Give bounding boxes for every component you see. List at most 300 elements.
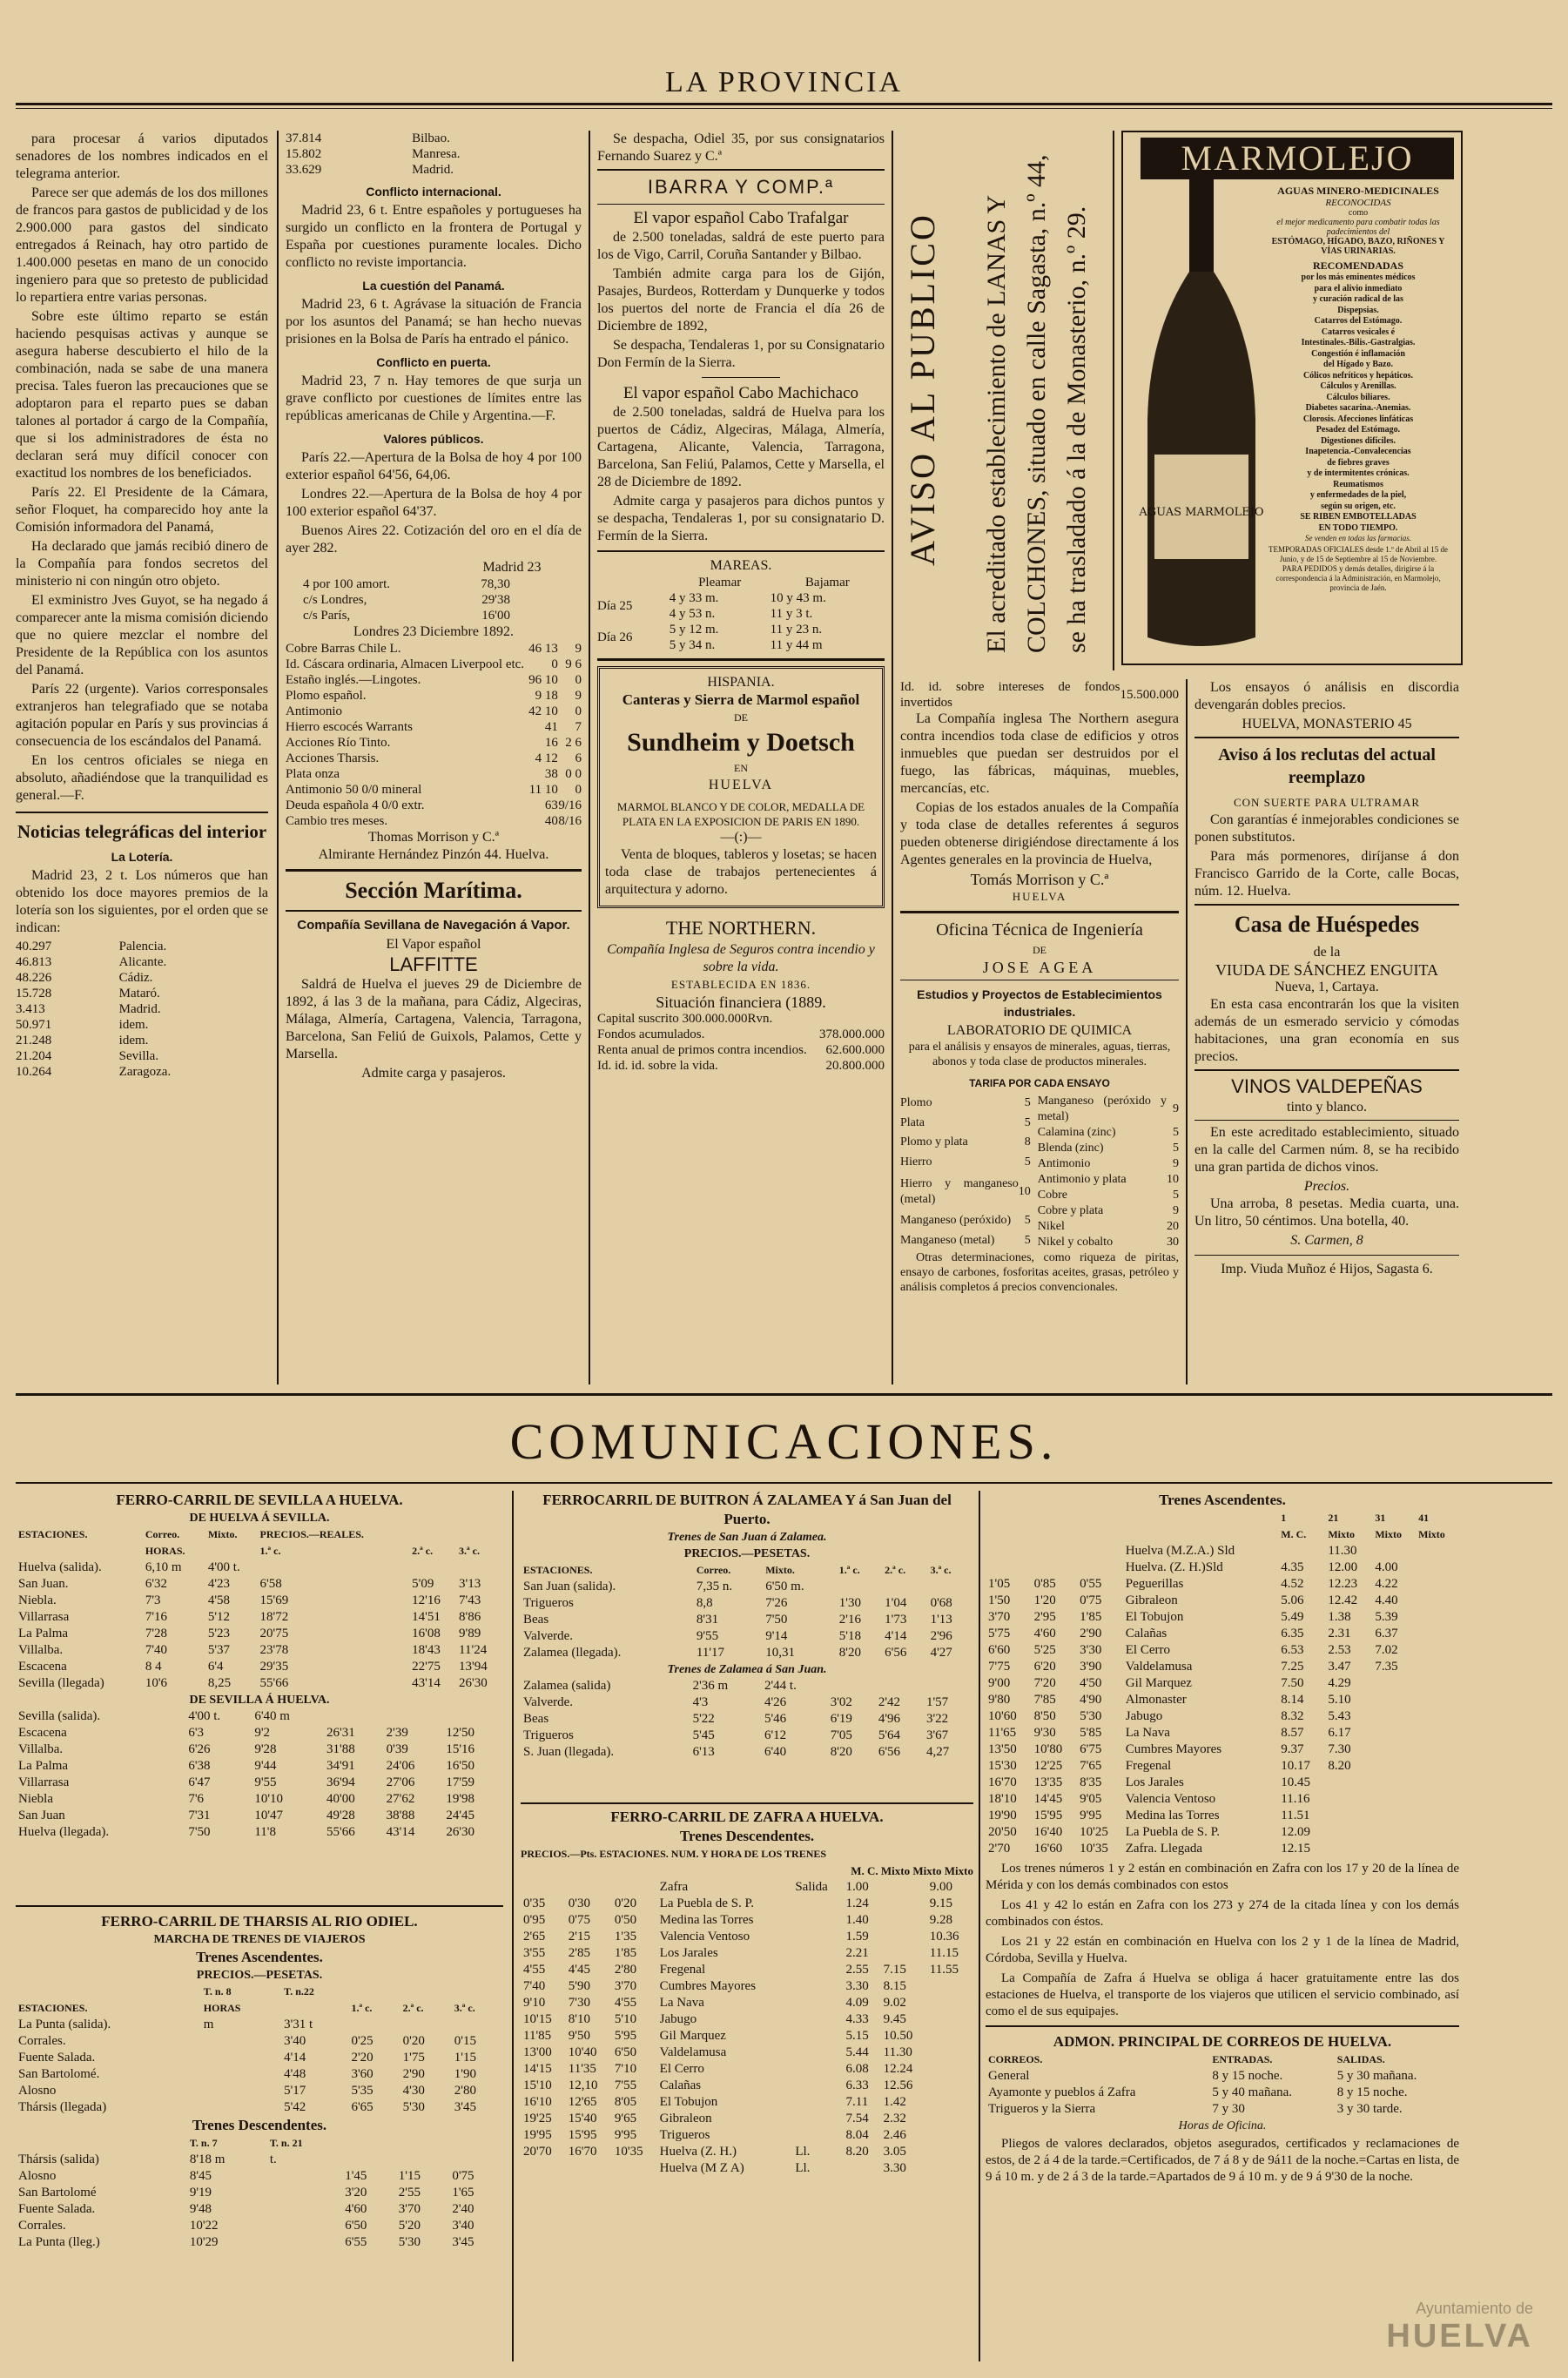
table-cell: 4'23 — [207, 1577, 231, 1591]
table-cell — [792, 2078, 843, 2094]
table-cell: Trigueros y la Sierra — [988, 2102, 1096, 2116]
table-cell: 4.33 — [845, 2012, 869, 2026]
table-row — [1038, 1188, 1179, 1203]
table-row — [16, 970, 268, 986]
table-cell: 5'35 — [351, 2084, 373, 2098]
table-cell: 16'08 — [412, 1627, 441, 1640]
table-row — [521, 1995, 973, 2011]
table-cell: 5.49 — [1281, 1610, 1304, 1624]
table-row — [286, 798, 582, 813]
table-row — [986, 1593, 1459, 1609]
paragraph: Madrid 23, 6 t. Agrávase la situación de Francia por los asuntos del Panamá; se han hecho nuevas prisiones en la Bolsa de París ha entrado el pánico. — [286, 297, 582, 347]
table-cell: 11.51 — [1281, 1809, 1310, 1822]
table-cell — [1372, 1741, 1416, 1758]
table-cell: 63 — [544, 798, 558, 812]
table-cell: 8'50 — [1033, 1709, 1056, 1723]
table-cell — [1077, 1543, 1123, 1560]
table-cell — [1372, 1725, 1416, 1741]
horas-label: Horas de Oficina. — [1178, 2119, 1267, 2132]
table-cell — [267, 2185, 342, 2201]
table-cell: 8.20 — [1328, 1759, 1351, 1773]
table-cell: 8'10 — [568, 2012, 590, 2026]
table-cell: 7'28 — [145, 1627, 168, 1640]
table-cell: Sevilla (llegada) — [18, 1676, 104, 1690]
sundheim-title: Sundheim y Doetsch — [627, 728, 855, 757]
table-cell: 4'00 t. — [188, 1709, 221, 1723]
table-cell: c/s París, — [303, 609, 351, 623]
table-row — [16, 1593, 503, 1609]
table-cell: Medina las Torres — [1125, 1809, 1220, 1822]
table-cell: 3'30 — [1080, 1643, 1102, 1657]
table-cell: Cobre — [1037, 1189, 1067, 1202]
table-cell: 6'50 — [614, 2045, 637, 2059]
table-cell: 4'55 — [614, 1996, 637, 2010]
table-cell — [882, 1579, 927, 1595]
table-cell: 8'35 — [1080, 1775, 1102, 1789]
table-cell: 11'17 — [696, 1646, 725, 1660]
tinto-label: tinto y blanco. — [1287, 1100, 1367, 1115]
table-cell: 1.40 — [845, 1913, 869, 1927]
table-cell: 3'45 — [454, 2100, 476, 2114]
table-cell: 2'80 — [614, 1963, 637, 1977]
table-cell — [443, 1708, 503, 1725]
table-cell — [792, 2094, 843, 2111]
table-cell: 2'39 — [386, 1726, 408, 1740]
paragraph: Copias de los estados anuales de la Compañía y toda clase de detalles referentes á seguros pueden obtenerse dirigiéndose directamente á los Agentes generales en la provincia de Huelva, — [900, 800, 1179, 867]
ailment-line: Cálculos biliares. — [1326, 392, 1390, 402]
table-cell: 5'09 — [412, 1577, 434, 1591]
table-cell: 2'15 — [568, 1930, 590, 1943]
section-rule — [16, 1482, 1552, 1484]
paragraph: En los centros oficiales se niega en absoluto, añadiéndose que la tranquilidad es general.—F. — [16, 753, 268, 803]
table-cell: 4.00 — [1375, 1560, 1398, 1574]
table-cell: S. Juan (llegada). — [523, 1745, 615, 1759]
table-cell — [927, 2094, 973, 2111]
table-cell: m — [203, 2018, 214, 2031]
table-cell: Villalba. — [18, 1643, 64, 1657]
header-cell: T. n. 7 — [189, 2137, 218, 2149]
table-cell: 6'3 — [188, 1726, 205, 1740]
paragraph: Admite carga y pasajeros. — [361, 1066, 506, 1081]
table-cell: 8 4 — [145, 1660, 162, 1674]
table-cell: 6'55 — [345, 2235, 367, 2249]
watermark-line: HUELVA — [1386, 2318, 1533, 2354]
newspaper-name: LA PROVINCIA — [664, 66, 904, 98]
table-row — [286, 751, 582, 766]
table-cell: 9 18 — [535, 689, 558, 703]
paragraph: También admite carga para los de Gijón, Pasajes, Burdeos, Rotterdam y Dunquerke y todos los puertos del norte de Francia el día 26 de Diciembre de 1892, — [597, 266, 885, 333]
table-cell — [927, 2160, 973, 2177]
table-cell: 15.500.000 — [1120, 688, 1179, 702]
table-cell: 3'60 — [351, 2067, 373, 2081]
table-cell: 13'35 — [1033, 1775, 1063, 1789]
table-cell: 10'15 — [523, 2012, 552, 2026]
table-row — [16, 1775, 503, 1791]
table-cell: 5'85 — [1080, 1726, 1102, 1740]
header-cell: SALIDAS. — [1336, 2053, 1385, 2065]
table-cell — [267, 2218, 342, 2234]
table-cell: Valverde. — [523, 1695, 574, 1709]
table-cell: Id. Cáscara ordinaria, Almacen Liverpool etc. — [286, 657, 525, 671]
table-cell: 3'31 t — [284, 2018, 313, 2031]
table-cell: 9'2 — [254, 1726, 271, 1740]
bottle-icon — [1132, 141, 1271, 655]
table-cell: 50.971 — [16, 1018, 52, 1032]
table-cell: 7.11 — [845, 2095, 869, 2109]
address: Nueva, 1, Cartaya. — [1275, 980, 1379, 994]
table-row — [286, 657, 582, 672]
table-cell: 6'40 m — [254, 1709, 290, 1723]
de-label: DE — [1033, 944, 1046, 956]
table-cell: 0'75 — [1080, 1593, 1102, 1607]
table-cell: 1.38 — [1328, 1610, 1351, 1624]
table-row — [286, 813, 582, 829]
divider — [286, 869, 582, 872]
table-cell — [928, 1579, 973, 1595]
paragraph: Se despacha, Odiel 35, por sus consignatarios Fernando Suarez y C.ª — [597, 131, 885, 164]
table-cell: 7'43 — [459, 1593, 481, 1607]
ailments-list — [1262, 273, 1454, 534]
table-cell: 11'35 — [568, 2062, 596, 2076]
header-cell: Mixto — [1418, 1528, 1445, 1540]
tide-value: 11 y 23 n. — [770, 623, 823, 637]
table-cell: 8,8 — [696, 1596, 713, 1610]
table-cell: Plomo español. — [286, 689, 367, 703]
header-cell: 2.ª c. — [885, 1564, 906, 1576]
table-cell — [409, 1560, 456, 1576]
table-row — [986, 2068, 1459, 2085]
table-row — [286, 641, 582, 657]
table-cell: 15'16 — [446, 1742, 475, 1756]
table-cell: 9'05 — [1080, 1792, 1102, 1806]
table-row — [16, 2083, 503, 2099]
header-cell: ESTACIONES. — [18, 1528, 88, 1540]
table-cell: idem. — [118, 1034, 149, 1048]
header-cell: T. n.22 — [284, 1985, 314, 1997]
paragraph: Saldrá de Huelva el jueves 29 de Diciembre de 1892, á las 3 de la mañana, para Cádiz, Algeciras, Málaga, Almería, Cartagena, Valencia, Tarragona, Barcelona, San Feliú de Guixols, Palamos, Cette y Marsella. — [286, 977, 582, 1061]
ailment-line: y de intermitentes crónicas. — [1307, 468, 1410, 478]
table-row — [986, 1659, 1459, 1675]
estudios-label: Estudios y Proyectos de Establecimientos industriales. — [917, 987, 1162, 1019]
table-cell — [456, 1560, 503, 1576]
table-row — [986, 1543, 1459, 1560]
divider — [286, 910, 582, 912]
timetable-title: FERRO-CARRIL DE SEVILLA A HUELVA. — [116, 1492, 403, 1508]
table-row — [521, 1728, 973, 1744]
table-cell — [881, 1896, 927, 1912]
header-cell: 3.ª c. — [459, 1545, 480, 1557]
table-row — [286, 782, 582, 798]
timetable-subtitle: Trenes Ascendentes. — [196, 1949, 323, 1965]
table-cell — [924, 1678, 973, 1694]
table-cell: Trigueros — [523, 1596, 574, 1610]
casa-heading: Casa de Huéspedes — [1234, 912, 1420, 937]
table-cell: Plomo y plata — [900, 1135, 968, 1149]
table-cell — [792, 2127, 843, 2144]
table-cell: 0 — [575, 704, 582, 718]
table-cell: Huelva (M Z A) — [659, 2161, 744, 2175]
agea-title: JOSE AGEA — [982, 959, 1097, 976]
table-cell: 0 — [551, 657, 558, 671]
header-cell — [16, 2135, 187, 2152]
table-cell: 3'67 — [925, 1728, 949, 1742]
table-cell: Jabugo — [659, 2012, 697, 2026]
table-cell: 4'27 — [930, 1646, 952, 1660]
table-cell: 6'50 m. — [765, 1580, 804, 1593]
table-cell: 7'50 — [765, 1613, 788, 1627]
table-cell: 7'6 — [188, 1792, 205, 1806]
column-4-lower — [900, 679, 1179, 1384]
table-cell: San Juan (salida). — [523, 1580, 616, 1593]
table-cell: Manresa. — [412, 147, 461, 161]
table-row — [521, 1896, 973, 1912]
table-row — [16, 2099, 503, 2116]
table-cell: 2'96 — [930, 1629, 952, 1643]
table-cell — [348, 2017, 400, 2033]
table-cell: 10'80 — [1033, 1742, 1063, 1756]
table-cell — [324, 1708, 384, 1725]
table-cell: 14'45 — [1033, 1792, 1063, 1806]
table-cell: 3.30 — [883, 2161, 906, 2175]
table-cell: Zalamea (salida) — [523, 1679, 611, 1693]
table-row — [900, 1094, 1031, 1114]
table-cell: 8/16 — [558, 814, 582, 828]
table-cell: 4'60 — [345, 2202, 367, 2216]
table-row — [986, 1560, 1459, 1576]
table-row — [1038, 1125, 1179, 1141]
table-cell — [927, 1995, 973, 2011]
column-rule — [589, 131, 590, 1384]
table-row — [16, 2185, 503, 2201]
table-cell: San Bartolomé. — [18, 2067, 100, 2081]
table-row — [16, 1808, 503, 1824]
table-row — [597, 1042, 885, 1058]
table-row — [597, 1027, 885, 1042]
table-cell: 46 13 — [528, 642, 558, 656]
table-cell: Fuente Salada. — [18, 2051, 96, 2065]
note: La Compañía de Zafra á Huelva se obliga á hacer gratuitamente entre las dos estaciones de Huelva, el transporte de los viajeros que utilicen el servicio combinado, así como el de sus equipajes. — [986, 1971, 1459, 2018]
table-cell — [881, 1945, 927, 1962]
table-cell: Fregenal — [1125, 1759, 1172, 1773]
table-cell: 7 y 30 — [1212, 2102, 1245, 2116]
table-cell: 4.35 — [1281, 1560, 1304, 1574]
table-cell — [1372, 1675, 1416, 1692]
timetable-table — [521, 1562, 973, 1661]
timetable-title: FERRO-CARRIL DE ZAFRA A HUELVA. — [610, 1809, 884, 1825]
table-cell: Hierro — [900, 1155, 932, 1169]
tide-value: 4 y 53 n. — [669, 607, 716, 621]
table-cell: 8'05 — [614, 2095, 637, 2109]
table-cell — [792, 1912, 843, 1929]
table-cell: 2'80 — [454, 2084, 476, 2098]
table-row — [521, 2045, 973, 2061]
table-cell: Plata onza — [286, 767, 340, 781]
table-cell: 12'16 — [412, 1593, 441, 1607]
table-cell: 7'20 — [1033, 1676, 1056, 1690]
table-cell: Cobre y plata — [1037, 1204, 1104, 1217]
table-cell: 12.24 — [883, 2062, 913, 2076]
table-cell: 378.000.000 — [819, 1027, 885, 1041]
table-cell: 9'80 — [988, 1693, 1011, 1707]
table-row — [597, 1011, 885, 1027]
subheading: La cuestión del Panamá. — [362, 279, 505, 293]
table-cell — [566, 1879, 612, 1896]
table-cell: 3'22 — [925, 1712, 949, 1726]
reclutas-heading: Aviso á los reclutas del actual reemplazo — [1218, 745, 1436, 787]
table-row — [521, 1678, 973, 1694]
table-cell: Escacena — [18, 1660, 67, 1674]
table-cell: 6'32 — [145, 1577, 168, 1591]
table-cell: Zalamea (llegada). — [523, 1646, 622, 1660]
table-cell: 12.00 — [1328, 1560, 1358, 1574]
timetable-subtitle: DE SEVILLA Á HUELVA. — [189, 1694, 330, 1707]
table-row — [521, 1595, 973, 1612]
table-cell: 6'40 — [764, 1745, 787, 1759]
header-cell: 3.ª c. — [930, 1564, 952, 1576]
vapor-label: El Vapor español — [386, 937, 481, 952]
table-cell: 5.06 — [1281, 1593, 1304, 1607]
table-cell: 6.17 — [1328, 1726, 1351, 1740]
table-cell — [1372, 1708, 1416, 1725]
table-cell: Huelva. (Z. H.)Sld — [1125, 1560, 1223, 1574]
table-cell: 5'25 — [1033, 1643, 1056, 1657]
header-cell: 1 — [1281, 1512, 1287, 1524]
table-cell: 1'15 — [398, 2169, 421, 2183]
table-cell: 9 — [575, 642, 582, 656]
table-cell: Renta anual de primos contra incendios. — [597, 1043, 807, 1057]
table-cell: 3.413 — [16, 1002, 45, 1016]
table-cell: 1'35 — [614, 1930, 637, 1943]
table-cell — [267, 2201, 342, 2218]
table-row — [900, 1211, 1031, 1231]
table-cell: 6'26 — [188, 1742, 211, 1756]
table-row — [303, 576, 510, 592]
en-label: EN — [734, 762, 748, 774]
table-row — [521, 1929, 973, 1945]
header-cell: 3.ª c. — [454, 2002, 475, 2014]
header-cell: PRECIOS.—REALES. — [259, 1528, 364, 1540]
table-cell: 5 — [1024, 1233, 1031, 1247]
timetable-table — [16, 1708, 503, 1841]
table-cell: Antimonio y plata — [1037, 1173, 1127, 1186]
table-row — [986, 1725, 1459, 1741]
column-5-lower — [1195, 679, 1459, 1384]
ailment-line: Catarros del Estómago. — [1314, 316, 1403, 326]
paragraph: El exministro Jves Guyot, se ha negado á comparecer ante la misma comisión diciendo que no quiere mezclar el nombre del Presidente de la República con los asuntos del Panamá. — [16, 593, 268, 677]
note: Pliegos de valores declarados, objetos asegurados, certificados y reclamaciones de estos, de 2 á 4 de la tarde.=Certificados, de 7 á 8 y de 9á11 de la noche.=Cartas en lista, de 9 á 10 m. y de 2 á 3 de la tarde.=Apartados de 9 á 10 m. y de 9 á 9'30 de la noche. — [986, 2137, 1459, 2184]
telegrams-heading: Noticias telegráficas del interior — [17, 821, 267, 842]
table-cell: 9 — [575, 689, 582, 703]
paragraph: Parece ser que además de los dos millones de francos para gastos de publicidad y de los 2.900.000 para gastos del sindicato entregados á Reinach, hay otro partido de 1.400.000 pesetas en mano de un conocido ingeniero para que so pretesto de publicidad lo repartiera entre varias personas. — [16, 185, 268, 305]
table-row — [16, 2152, 503, 2168]
table-cell: 3'02 — [830, 1695, 852, 1709]
table-cell — [1278, 1543, 1325, 1560]
temporadas-label: TEMPORADAS OFICIALES desde 1.º de Abril al 15 de Junio, y de 15 de Septiembre al 15 de Noviembre. — [1268, 545, 1449, 563]
table-cell: 9 — [1173, 1157, 1179, 1170]
header-cell: 1.ª c. — [259, 1545, 281, 1557]
table-row — [16, 2218, 503, 2234]
table-cell — [201, 2099, 281, 2116]
header-cell — [986, 1526, 1032, 1543]
table-row — [16, 1725, 503, 1741]
divider — [1195, 1069, 1459, 1071]
table-cell: 5'90 — [568, 1979, 590, 1993]
table-cell: 3.47 — [1328, 1660, 1351, 1674]
archive-watermark — [1272, 2300, 1533, 2361]
header-cell: 2.ª c. — [412, 1545, 434, 1557]
table-cell: 6'60 — [988, 1643, 1011, 1657]
table-cell: Alicante. — [118, 955, 167, 969]
table-row — [16, 1064, 268, 1080]
table-cell: 23'78 — [259, 1643, 289, 1657]
table-cell: 9/16 — [558, 798, 582, 812]
table-cell: 2'65 — [523, 1930, 546, 1943]
table-row — [286, 672, 582, 688]
table-cell: 5'17 — [284, 2084, 306, 2098]
ailment-line: Diabetes sacarina.-Anemias. — [1305, 403, 1411, 413]
table-cell: 5'22 — [692, 1712, 715, 1726]
header-cell: Mixto. — [207, 1528, 238, 1540]
table-cell: 5 — [1173, 1189, 1179, 1202]
table-row — [16, 1626, 503, 1642]
table-cell: 5'10 — [614, 2012, 637, 2026]
table-cell: 6.08 — [845, 2062, 869, 2076]
table-cell: Fregenal — [659, 1963, 706, 1977]
table-cell: 1'73 — [885, 1613, 907, 1627]
table-row — [16, 1659, 503, 1675]
aviso-publico-block — [900, 131, 1109, 670]
table-row — [16, 2201, 503, 2218]
table-cell: 6'13 — [692, 1745, 715, 1759]
table-row — [986, 1775, 1459, 1791]
table-header — [16, 1543, 503, 1560]
table-cell: Salida — [795, 1880, 828, 1894]
table-cell: Fuente Salada. — [18, 2202, 96, 2216]
table-cell: 4'00 t. — [207, 1560, 240, 1574]
table-cell: 6'50 — [345, 2219, 367, 2233]
table-cell: 7'65 — [1080, 1759, 1102, 1773]
paragraph: Para más pormenores, diríjanse á don Francisco Garrido de la Corte, calle Bocas, núm. 12. Huelva. — [1195, 849, 1459, 899]
marmolejo-ad — [1121, 131, 1463, 665]
table-cell: Manganeso (metal) — [900, 1233, 995, 1247]
watermark-line: Ayuntamiento de — [1416, 2300, 1533, 2317]
table-cell: 2'85 — [568, 1946, 590, 1960]
table-row — [521, 1978, 973, 1995]
table-row — [521, 1962, 973, 1978]
ailment-line: para el alivio inmediato — [1314, 283, 1403, 293]
northern-title: THE NORTHERN. — [665, 917, 817, 939]
table-cell: 3'70 — [614, 1979, 637, 1993]
table-cell: 1'85 — [614, 1946, 637, 1960]
table-cell: Villarrasa — [18, 1775, 70, 1789]
table-row — [521, 1879, 973, 1896]
tide-value: 5 y 34 n. — [669, 638, 716, 652]
table-header — [986, 1510, 1459, 1526]
table-cell: 1'45 — [345, 2169, 367, 2183]
table-cell: 6'56 — [878, 1745, 901, 1759]
table-cell: 2'40 — [452, 2202, 474, 2216]
table-cell: 26'31 — [326, 1726, 355, 1740]
table-cell: 7.02 — [1375, 1643, 1398, 1657]
table-cell: 46.813 — [16, 955, 52, 969]
divider — [1195, 1120, 1459, 1121]
table-cell: 13'00 — [523, 2045, 552, 2059]
header-cell — [1077, 1510, 1123, 1526]
table-cell: Valdelamusa — [1125, 1660, 1193, 1674]
table-cell: 3.05 — [883, 2145, 906, 2159]
paragraph: Venta de bloques, tableros y losetas; se hacen toda clase de trabajos pertenecientes á arquitectura y adorno. — [605, 847, 877, 897]
masthead — [16, 56, 1552, 110]
